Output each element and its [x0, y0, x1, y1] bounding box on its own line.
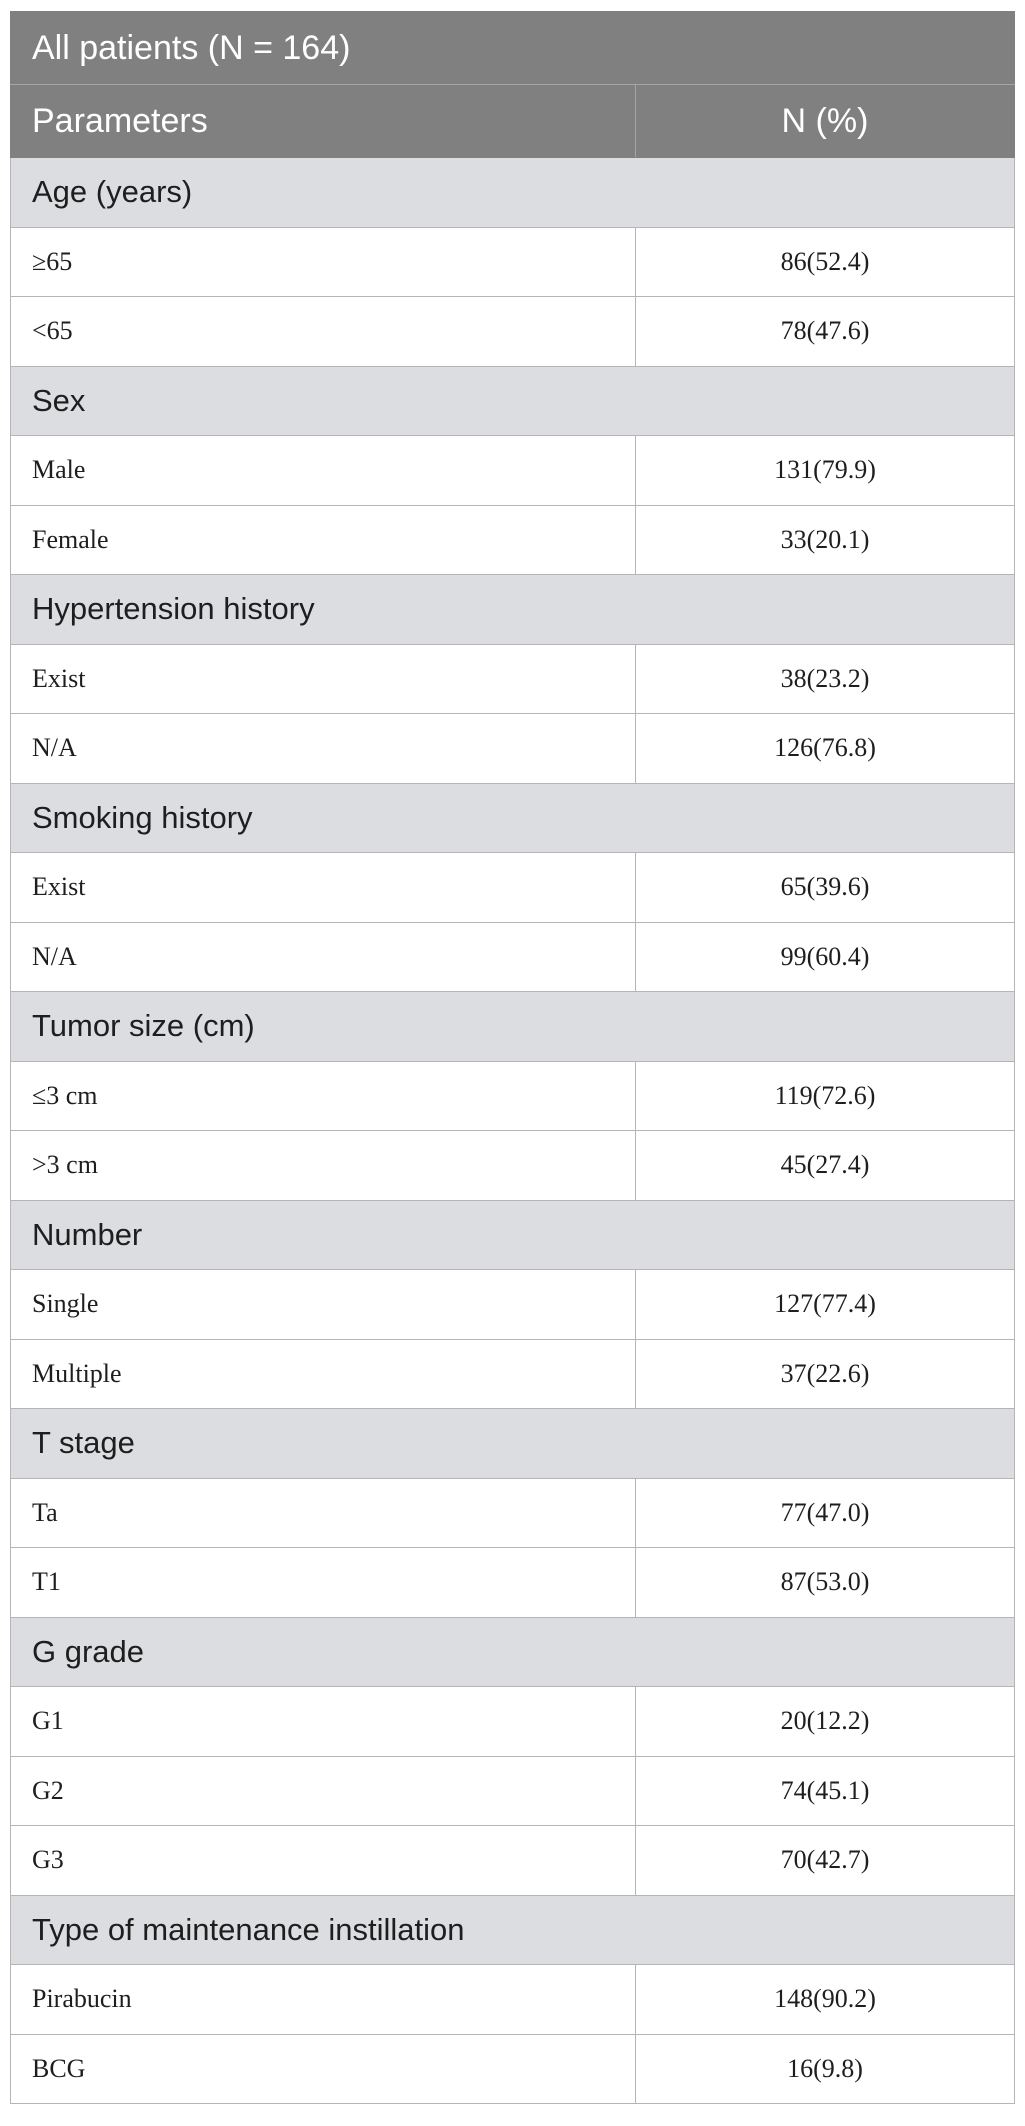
table-header-row: [11, 85, 1015, 158]
group-label: Hypertension history: [11, 575, 1015, 645]
table-row: [11, 1478, 1015, 1548]
group-row: [11, 783, 1015, 853]
group-label: Sex: [11, 366, 1015, 436]
row-label: Multiple: [11, 1339, 636, 1409]
row-value: 38(23.2): [636, 644, 1015, 714]
table-row: [11, 1756, 1015, 1826]
table-row: [11, 644, 1015, 714]
table-row: [11, 1826, 1015, 1896]
table-row: [11, 714, 1015, 784]
row-label: Ta: [11, 1478, 636, 1548]
group-row: [11, 575, 1015, 645]
group-row: [11, 992, 1015, 1062]
row-value: 65(39.6): [636, 853, 1015, 923]
table-row: [11, 227, 1015, 297]
table-row: [11, 297, 1015, 367]
row-label: Exist: [11, 853, 636, 923]
table-row: [11, 2034, 1015, 2104]
row-value: 16(9.8): [636, 2034, 1015, 2104]
row-value: 148(90.2): [636, 1965, 1015, 2035]
group-label: T stage: [11, 1409, 1015, 1479]
table-title: All patients (N = 164): [11, 12, 1015, 85]
patient-characteristics-table: [10, 11, 1015, 2104]
table-title-row: [11, 12, 1015, 85]
group-label: Type of maintenance instillation: [11, 1895, 1015, 1965]
row-value: 33(20.1): [636, 505, 1015, 575]
row-value: 131(79.9): [636, 436, 1015, 506]
row-label: G3: [11, 1826, 636, 1896]
table-row: [11, 1131, 1015, 1201]
table-row: [11, 1061, 1015, 1131]
table-row: [11, 1965, 1015, 2035]
table-row: [11, 505, 1015, 575]
group-row: [11, 1617, 1015, 1687]
table-row: [11, 1548, 1015, 1618]
row-value: 20(12.2): [636, 1687, 1015, 1757]
row-label: ≥65: [11, 227, 636, 297]
group-label: Tumor size (cm): [11, 992, 1015, 1062]
row-value: 127(77.4): [636, 1270, 1015, 1340]
group-label: Smoking history: [11, 783, 1015, 853]
table-row: [11, 1687, 1015, 1757]
row-value: 74(45.1): [636, 1756, 1015, 1826]
group-row: [11, 1200, 1015, 1270]
group-row: [11, 1409, 1015, 1479]
table-row: [11, 853, 1015, 923]
row-label: Female: [11, 505, 636, 575]
row-label: ≤3 cm: [11, 1061, 636, 1131]
row-label: Single: [11, 1270, 636, 1340]
group-label: Number: [11, 1200, 1015, 1270]
group-row: [11, 1895, 1015, 1965]
row-value: 45(27.4): [636, 1131, 1015, 1201]
row-label: Male: [11, 436, 636, 506]
row-label: BCG: [11, 2034, 636, 2104]
row-label: Exist: [11, 644, 636, 714]
table-row: [11, 436, 1015, 506]
group-row: [11, 158, 1015, 228]
row-label: <65: [11, 297, 636, 367]
row-value: 77(47.0): [636, 1478, 1015, 1548]
table-row: [11, 1270, 1015, 1340]
row-label: T1: [11, 1548, 636, 1618]
row-label: Pirabucin: [11, 1965, 636, 2035]
header-parameters: Parameters: [11, 85, 636, 158]
row-label: G2: [11, 1756, 636, 1826]
row-value: 119(72.6): [636, 1061, 1015, 1131]
row-label: G1: [11, 1687, 636, 1757]
row-value: 37(22.6): [636, 1339, 1015, 1409]
row-value: 87(53.0): [636, 1548, 1015, 1618]
table-body: [11, 158, 1015, 2104]
row-label: N/A: [11, 714, 636, 784]
row-label: >3 cm: [11, 1131, 636, 1201]
table-row: [11, 922, 1015, 992]
header-n-percent: N (%): [636, 85, 1015, 158]
row-value: 99(60.4): [636, 922, 1015, 992]
row-value: 126(76.8): [636, 714, 1015, 784]
table-row: [11, 1339, 1015, 1409]
group-label: Age (years): [11, 158, 1015, 228]
row-label: N/A: [11, 922, 636, 992]
row-value: 70(42.7): [636, 1826, 1015, 1896]
group-row: [11, 366, 1015, 436]
row-value: 86(52.4): [636, 227, 1015, 297]
row-value: 78(47.6): [636, 297, 1015, 367]
group-label: G grade: [11, 1617, 1015, 1687]
